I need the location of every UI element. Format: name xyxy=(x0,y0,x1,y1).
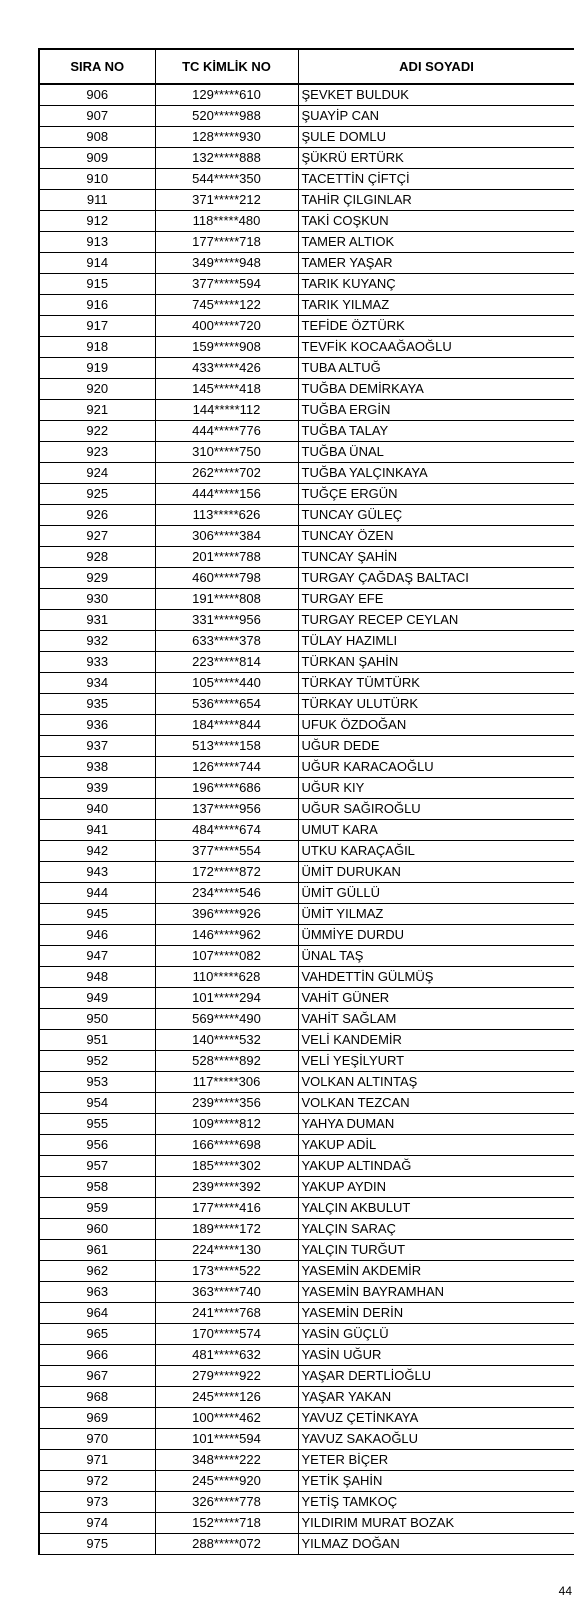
cell-sira-no: 922 xyxy=(39,421,155,442)
table-row xyxy=(39,400,574,421)
cell-sira-no: 958 xyxy=(39,1177,155,1198)
header-adi-soyadi: ADI SOYADI xyxy=(298,49,574,84)
cell-sira-no: 919 xyxy=(39,358,155,379)
cell-sira-no: 911 xyxy=(39,190,155,211)
cell-tc-kimlik-no: 288*****072 xyxy=(155,1534,298,1555)
cell-adi-soyadi: TUĞÇE ERGÜN xyxy=(298,484,574,505)
cell-tc-kimlik-no: 433*****426 xyxy=(155,358,298,379)
table-row xyxy=(39,610,574,631)
cell-adi-soyadi: TUĞBA YALÇINKAYA xyxy=(298,463,574,484)
cell-sira-no: 920 xyxy=(39,379,155,400)
cell-adi-soyadi: ÜMMİYE DURDU xyxy=(298,925,574,946)
cell-sira-no: 965 xyxy=(39,1324,155,1345)
cell-tc-kimlik-no: 400*****720 xyxy=(155,316,298,337)
cell-tc-kimlik-no: 234*****546 xyxy=(155,883,298,904)
cell-sira-no: 936 xyxy=(39,715,155,736)
cell-tc-kimlik-no: 348*****222 xyxy=(155,1450,298,1471)
cell-tc-kimlik-no: 185*****302 xyxy=(155,1156,298,1177)
cell-adi-soyadi: TÜRKAN ŞAHİN xyxy=(298,652,574,673)
cell-adi-soyadi: UĞUR KARACAOĞLU xyxy=(298,757,574,778)
cell-sira-no: 942 xyxy=(39,841,155,862)
cell-sira-no: 951 xyxy=(39,1030,155,1051)
cell-adi-soyadi: ŞULE DOMLU xyxy=(298,127,574,148)
table-row xyxy=(39,358,574,379)
table-row xyxy=(39,379,574,400)
records-table xyxy=(38,48,574,1555)
cell-sira-no: 915 xyxy=(39,274,155,295)
table-row xyxy=(39,925,574,946)
cell-tc-kimlik-no: 170*****574 xyxy=(155,1324,298,1345)
cell-adi-soyadi: UTKU KARAÇAĞIL xyxy=(298,841,574,862)
table-row xyxy=(39,1282,574,1303)
cell-sira-no: 971 xyxy=(39,1450,155,1471)
cell-tc-kimlik-no: 569*****490 xyxy=(155,1009,298,1030)
cell-tc-kimlik-no: 189*****172 xyxy=(155,1219,298,1240)
cell-adi-soyadi: TEFİDE ÖZTÜRK xyxy=(298,316,574,337)
cell-tc-kimlik-no: 239*****392 xyxy=(155,1177,298,1198)
cell-adi-soyadi: TURGAY ÇAĞDAŞ BALTACI xyxy=(298,568,574,589)
cell-tc-kimlik-no: 484*****674 xyxy=(155,820,298,841)
cell-tc-kimlik-no: 152*****718 xyxy=(155,1513,298,1534)
cell-adi-soyadi: TÜRKAY ULUTÜRK xyxy=(298,694,574,715)
table-row xyxy=(39,232,574,253)
cell-tc-kimlik-no: 444*****156 xyxy=(155,484,298,505)
cell-adi-soyadi: TACETTİN ÇİFTÇİ xyxy=(298,169,574,190)
cell-adi-soyadi: TUNCAY ŞAHİN xyxy=(298,547,574,568)
table-row xyxy=(39,757,574,778)
cell-tc-kimlik-no: 544*****350 xyxy=(155,169,298,190)
cell-tc-kimlik-no: 513*****158 xyxy=(155,736,298,757)
cell-sira-no: 964 xyxy=(39,1303,155,1324)
cell-sira-no: 939 xyxy=(39,778,155,799)
cell-adi-soyadi: YASEMİN BAYRAMHAN xyxy=(298,1282,574,1303)
cell-sira-no: 933 xyxy=(39,652,155,673)
table-body xyxy=(39,84,574,1555)
table-row xyxy=(39,715,574,736)
table-row xyxy=(39,862,574,883)
cell-sira-no: 959 xyxy=(39,1198,155,1219)
header-row xyxy=(39,49,574,84)
table-row xyxy=(39,1198,574,1219)
table-row xyxy=(39,988,574,1009)
cell-adi-soyadi: YAŞAR DERTLİOĞLU xyxy=(298,1366,574,1387)
cell-tc-kimlik-no: 100*****462 xyxy=(155,1408,298,1429)
cell-tc-kimlik-no: 245*****126 xyxy=(155,1387,298,1408)
cell-tc-kimlik-no: 633*****378 xyxy=(155,631,298,652)
cell-sira-no: 938 xyxy=(39,757,155,778)
cell-tc-kimlik-no: 371*****212 xyxy=(155,190,298,211)
cell-adi-soyadi: YETİK ŞAHİN xyxy=(298,1471,574,1492)
cell-adi-soyadi: YALÇIN TURĞUT xyxy=(298,1240,574,1261)
cell-sira-no: 907 xyxy=(39,106,155,127)
table-row xyxy=(39,1492,574,1513)
cell-sira-no: 962 xyxy=(39,1261,155,1282)
cell-sira-no: 935 xyxy=(39,694,155,715)
cell-sira-no: 944 xyxy=(39,883,155,904)
cell-adi-soyadi: VAHİT GÜNER xyxy=(298,988,574,1009)
cell-tc-kimlik-no: 177*****718 xyxy=(155,232,298,253)
cell-sira-no: 906 xyxy=(39,84,155,106)
cell-tc-kimlik-no: 536*****654 xyxy=(155,694,298,715)
cell-tc-kimlik-no: 262*****702 xyxy=(155,463,298,484)
cell-adi-soyadi: ÜMİT DURUKAN xyxy=(298,862,574,883)
cell-sira-no: 954 xyxy=(39,1093,155,1114)
table-row xyxy=(39,1240,574,1261)
table-row xyxy=(39,1051,574,1072)
cell-adi-soyadi: VAHDETTİN GÜLMÜŞ xyxy=(298,967,574,988)
cell-adi-soyadi: TUĞBA ÜNAL xyxy=(298,442,574,463)
cell-adi-soyadi: TÜLAY HAZIMLI xyxy=(298,631,574,652)
cell-adi-soyadi: ÜNAL TAŞ xyxy=(298,946,574,967)
cell-tc-kimlik-no: 129*****610 xyxy=(155,84,298,106)
table-row xyxy=(39,1219,574,1240)
cell-adi-soyadi: VELİ YEŞİLYURT xyxy=(298,1051,574,1072)
cell-tc-kimlik-no: 310*****750 xyxy=(155,442,298,463)
cell-sira-no: 914 xyxy=(39,253,155,274)
cell-sira-no: 968 xyxy=(39,1387,155,1408)
table-row xyxy=(39,274,574,295)
table-row xyxy=(39,631,574,652)
cell-tc-kimlik-no: 101*****294 xyxy=(155,988,298,1009)
cell-adi-soyadi: ÜMİT YILMAZ xyxy=(298,904,574,925)
cell-sira-no: 917 xyxy=(39,316,155,337)
cell-tc-kimlik-no: 159*****908 xyxy=(155,337,298,358)
cell-tc-kimlik-no: 173*****522 xyxy=(155,1261,298,1282)
cell-adi-soyadi: TAHİR ÇILGINLAR xyxy=(298,190,574,211)
cell-sira-no: 957 xyxy=(39,1156,155,1177)
cell-sira-no: 932 xyxy=(39,631,155,652)
cell-adi-soyadi: TEVFİK KOCAAĞAOĞLU xyxy=(298,337,574,358)
cell-tc-kimlik-no: 144*****112 xyxy=(155,400,298,421)
table-row xyxy=(39,316,574,337)
cell-tc-kimlik-no: 145*****418 xyxy=(155,379,298,400)
cell-sira-no: 910 xyxy=(39,169,155,190)
cell-adi-soyadi: ŞEVKET BULDUK xyxy=(298,84,574,106)
cell-adi-soyadi: YASEMİN AKDEMİR xyxy=(298,1261,574,1282)
cell-adi-soyadi: UĞUR SAĞIROĞLU xyxy=(298,799,574,820)
table-row xyxy=(39,589,574,610)
table-row xyxy=(39,1471,574,1492)
cell-sira-no: 950 xyxy=(39,1009,155,1030)
header-sira-no: SIRA NO xyxy=(39,49,155,84)
cell-adi-soyadi: VELİ KANDEMİR xyxy=(298,1030,574,1051)
table-row xyxy=(39,652,574,673)
cell-sira-no: 941 xyxy=(39,820,155,841)
cell-sira-no: 909 xyxy=(39,148,155,169)
cell-tc-kimlik-no: 223*****814 xyxy=(155,652,298,673)
cell-sira-no: 970 xyxy=(39,1429,155,1450)
table-row xyxy=(39,1135,574,1156)
cell-tc-kimlik-no: 172*****872 xyxy=(155,862,298,883)
cell-tc-kimlik-no: 377*****554 xyxy=(155,841,298,862)
cell-tc-kimlik-no: 117*****306 xyxy=(155,1072,298,1093)
cell-adi-soyadi: YAKUP ADİL xyxy=(298,1135,574,1156)
cell-adi-soyadi: TAKİ COŞKUN xyxy=(298,211,574,232)
table-row xyxy=(39,484,574,505)
cell-adi-soyadi: UĞUR DEDE xyxy=(298,736,574,757)
table-row xyxy=(39,1303,574,1324)
table-row xyxy=(39,568,574,589)
table-row xyxy=(39,526,574,547)
cell-sira-no: 923 xyxy=(39,442,155,463)
cell-adi-soyadi: TURGAY RECEP CEYLAN xyxy=(298,610,574,631)
cell-adi-soyadi: YASİN UĞUR xyxy=(298,1345,574,1366)
cell-adi-soyadi: YILMAZ DOĞAN xyxy=(298,1534,574,1555)
cell-adi-soyadi: YAKUP ALTINDAĞ xyxy=(298,1156,574,1177)
header-tc-kimlik-no: TC KİMLİK NO xyxy=(155,49,298,84)
cell-sira-no: 918 xyxy=(39,337,155,358)
cell-tc-kimlik-no: 110*****628 xyxy=(155,967,298,988)
cell-sira-no: 930 xyxy=(39,589,155,610)
table-row xyxy=(39,1030,574,1051)
cell-adi-soyadi: YETİŞ TAMKOÇ xyxy=(298,1492,574,1513)
table-row xyxy=(39,190,574,211)
table-row xyxy=(39,505,574,526)
table-header xyxy=(39,49,574,84)
cell-adi-soyadi: YETER BİÇER xyxy=(298,1450,574,1471)
table-row xyxy=(39,84,574,106)
cell-adi-soyadi: ÜMİT GÜLLÜ xyxy=(298,883,574,904)
cell-adi-soyadi: YASEMİN DERİN xyxy=(298,1303,574,1324)
table-row xyxy=(39,127,574,148)
cell-sira-no: 973 xyxy=(39,1492,155,1513)
table-row xyxy=(39,106,574,127)
cell-sira-no: 969 xyxy=(39,1408,155,1429)
table-row xyxy=(39,694,574,715)
cell-adi-soyadi: TUBA ALTUĞ xyxy=(298,358,574,379)
cell-adi-soyadi: VAHİT SAĞLAM xyxy=(298,1009,574,1030)
table-row xyxy=(39,337,574,358)
table-row xyxy=(39,778,574,799)
cell-tc-kimlik-no: 140*****532 xyxy=(155,1030,298,1051)
cell-tc-kimlik-no: 224*****130 xyxy=(155,1240,298,1261)
cell-adi-soyadi: TUNCAY GÜLEÇ xyxy=(298,505,574,526)
table-row xyxy=(39,148,574,169)
cell-sira-no: 928 xyxy=(39,547,155,568)
table-row xyxy=(39,673,574,694)
cell-adi-soyadi: YAKUP AYDIN xyxy=(298,1177,574,1198)
cell-tc-kimlik-no: 279*****922 xyxy=(155,1366,298,1387)
cell-sira-no: 908 xyxy=(39,127,155,148)
cell-tc-kimlik-no: 363*****740 xyxy=(155,1282,298,1303)
cell-tc-kimlik-no: 166*****698 xyxy=(155,1135,298,1156)
cell-sira-no: 940 xyxy=(39,799,155,820)
table-row xyxy=(39,904,574,925)
table-row xyxy=(39,463,574,484)
table-row xyxy=(39,1177,574,1198)
cell-sira-no: 926 xyxy=(39,505,155,526)
cell-tc-kimlik-no: 191*****808 xyxy=(155,589,298,610)
cell-tc-kimlik-no: 126*****744 xyxy=(155,757,298,778)
cell-sira-no: 924 xyxy=(39,463,155,484)
cell-adi-soyadi: TUĞBA TALAY xyxy=(298,421,574,442)
cell-tc-kimlik-no: 331*****956 xyxy=(155,610,298,631)
table-row xyxy=(39,1513,574,1534)
cell-sira-no: 925 xyxy=(39,484,155,505)
cell-sira-no: 949 xyxy=(39,988,155,1009)
cell-sira-no: 948 xyxy=(39,967,155,988)
cell-sira-no: 943 xyxy=(39,862,155,883)
cell-sira-no: 953 xyxy=(39,1072,155,1093)
cell-adi-soyadi: TARIK YILMAZ xyxy=(298,295,574,316)
cell-sira-no: 972 xyxy=(39,1471,155,1492)
cell-tc-kimlik-no: 184*****844 xyxy=(155,715,298,736)
cell-adi-soyadi: YAŞAR YAKAN xyxy=(298,1387,574,1408)
cell-adi-soyadi: YASİN GÜÇLÜ xyxy=(298,1324,574,1345)
cell-sira-no: 947 xyxy=(39,946,155,967)
cell-tc-kimlik-no: 239*****356 xyxy=(155,1093,298,1114)
cell-tc-kimlik-no: 109*****812 xyxy=(155,1114,298,1135)
cell-tc-kimlik-no: 118*****480 xyxy=(155,211,298,232)
cell-sira-no: 934 xyxy=(39,673,155,694)
cell-tc-kimlik-no: 306*****384 xyxy=(155,526,298,547)
cell-adi-soyadi: YAVUZ ÇETİNKAYA xyxy=(298,1408,574,1429)
cell-sira-no: 946 xyxy=(39,925,155,946)
table-row xyxy=(39,1387,574,1408)
cell-sira-no: 945 xyxy=(39,904,155,925)
cell-adi-soyadi: YALÇIN AKBULUT xyxy=(298,1198,574,1219)
cell-tc-kimlik-no: 396*****926 xyxy=(155,904,298,925)
cell-sira-no: 931 xyxy=(39,610,155,631)
cell-sira-no: 916 xyxy=(39,295,155,316)
cell-adi-soyadi: TURGAY EFE xyxy=(298,589,574,610)
cell-sira-no: 921 xyxy=(39,400,155,421)
cell-tc-kimlik-no: 460*****798 xyxy=(155,568,298,589)
table-row xyxy=(39,1345,574,1366)
cell-adi-soyadi: TAMER YAŞAR xyxy=(298,253,574,274)
table-row xyxy=(39,736,574,757)
table-row xyxy=(39,1093,574,1114)
cell-adi-soyadi: YILDIRIM MURAT BOZAK xyxy=(298,1513,574,1534)
table-row xyxy=(39,1429,574,1450)
cell-tc-kimlik-no: 481*****632 xyxy=(155,1345,298,1366)
page-number: 44 xyxy=(558,1584,572,1598)
table-row xyxy=(39,1009,574,1030)
cell-sira-no: 960 xyxy=(39,1219,155,1240)
table-row xyxy=(39,1261,574,1282)
table-row xyxy=(39,1408,574,1429)
cell-adi-soyadi: YAHYA DUMAN xyxy=(298,1114,574,1135)
cell-tc-kimlik-no: 377*****594 xyxy=(155,274,298,295)
cell-adi-soyadi: TARIK KUYANÇ xyxy=(298,274,574,295)
cell-tc-kimlik-no: 201*****788 xyxy=(155,547,298,568)
cell-adi-soyadi: YAVUZ SAKAOĞLU xyxy=(298,1429,574,1450)
cell-tc-kimlik-no: 107*****082 xyxy=(155,946,298,967)
cell-tc-kimlik-no: 745*****122 xyxy=(155,295,298,316)
table-row xyxy=(39,1072,574,1093)
cell-adi-soyadi: TAMER ALTIOK xyxy=(298,232,574,253)
cell-sira-no: 937 xyxy=(39,736,155,757)
cell-tc-kimlik-no: 528*****892 xyxy=(155,1051,298,1072)
table-row xyxy=(39,820,574,841)
table-row xyxy=(39,547,574,568)
table-row xyxy=(39,1366,574,1387)
cell-sira-no: 963 xyxy=(39,1282,155,1303)
cell-tc-kimlik-no: 113*****626 xyxy=(155,505,298,526)
cell-tc-kimlik-no: 520*****988 xyxy=(155,106,298,127)
table-row xyxy=(39,169,574,190)
cell-sira-no: 913 xyxy=(39,232,155,253)
table-row xyxy=(39,967,574,988)
table-row xyxy=(39,883,574,904)
cell-tc-kimlik-no: 132*****888 xyxy=(155,148,298,169)
cell-tc-kimlik-no: 105*****440 xyxy=(155,673,298,694)
cell-sira-no: 929 xyxy=(39,568,155,589)
cell-sira-no: 961 xyxy=(39,1240,155,1261)
cell-sira-no: 966 xyxy=(39,1345,155,1366)
cell-tc-kimlik-no: 196*****686 xyxy=(155,778,298,799)
cell-adi-soyadi: ŞÜKRÜ ERTÜRK xyxy=(298,148,574,169)
table-row xyxy=(39,295,574,316)
cell-tc-kimlik-no: 326*****778 xyxy=(155,1492,298,1513)
cell-adi-soyadi: TUNCAY ÖZEN xyxy=(298,526,574,547)
cell-sira-no: 975 xyxy=(39,1534,155,1555)
cell-sira-no: 927 xyxy=(39,526,155,547)
table-row xyxy=(39,421,574,442)
cell-tc-kimlik-no: 349*****948 xyxy=(155,253,298,274)
cell-adi-soyadi: TUĞBA ERGİN xyxy=(298,400,574,421)
cell-sira-no: 955 xyxy=(39,1114,155,1135)
cell-sira-no: 967 xyxy=(39,1366,155,1387)
table-row xyxy=(39,1324,574,1345)
cell-tc-kimlik-no: 101*****594 xyxy=(155,1429,298,1450)
table-row xyxy=(39,841,574,862)
table-row xyxy=(39,442,574,463)
cell-tc-kimlik-no: 146*****962 xyxy=(155,925,298,946)
cell-adi-soyadi: TUĞBA DEMİRKAYA xyxy=(298,379,574,400)
cell-adi-soyadi: UFUK ÖZDOĞAN xyxy=(298,715,574,736)
table-row xyxy=(39,946,574,967)
cell-adi-soyadi: VOLKAN ALTINTAŞ xyxy=(298,1072,574,1093)
cell-sira-no: 912 xyxy=(39,211,155,232)
cell-adi-soyadi: ŞUAYİP CAN xyxy=(298,106,574,127)
cell-adi-soyadi: UMUT KARA xyxy=(298,820,574,841)
table-row xyxy=(39,1114,574,1135)
cell-tc-kimlik-no: 444*****776 xyxy=(155,421,298,442)
cell-tc-kimlik-no: 245*****920 xyxy=(155,1471,298,1492)
table-row xyxy=(39,211,574,232)
cell-adi-soyadi: UĞUR KIY xyxy=(298,778,574,799)
cell-adi-soyadi: YALÇIN SARAÇ xyxy=(298,1219,574,1240)
cell-sira-no: 952 xyxy=(39,1051,155,1072)
cell-sira-no: 974 xyxy=(39,1513,155,1534)
table-row xyxy=(39,253,574,274)
table-row xyxy=(39,1534,574,1555)
cell-tc-kimlik-no: 241*****768 xyxy=(155,1303,298,1324)
table-row xyxy=(39,1450,574,1471)
cell-tc-kimlik-no: 177*****416 xyxy=(155,1198,298,1219)
cell-tc-kimlik-no: 137*****956 xyxy=(155,799,298,820)
table-row xyxy=(39,799,574,820)
cell-sira-no: 956 xyxy=(39,1135,155,1156)
cell-tc-kimlik-no: 128*****930 xyxy=(155,127,298,148)
table-row xyxy=(39,1156,574,1177)
cell-adi-soyadi: TÜRKAY TÜMTÜRK xyxy=(298,673,574,694)
cell-adi-soyadi: VOLKAN TEZCAN xyxy=(298,1093,574,1114)
